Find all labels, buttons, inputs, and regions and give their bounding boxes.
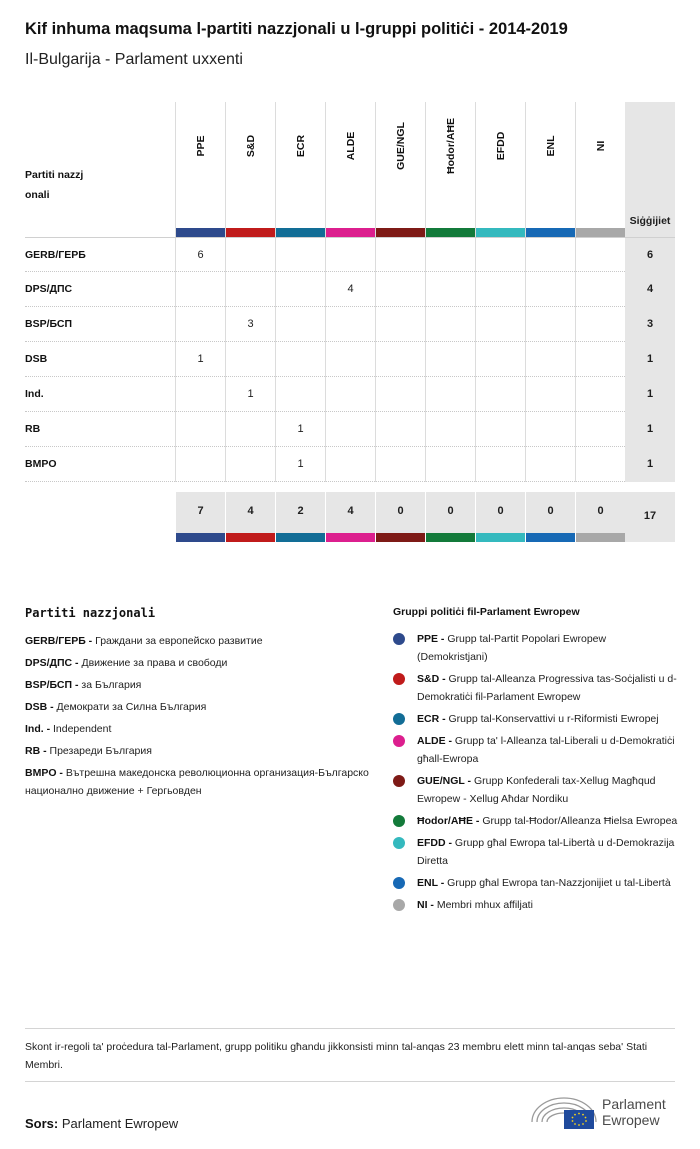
group-color-bar bbox=[376, 533, 425, 542]
group-color-bar bbox=[526, 228, 575, 237]
group-total-cell bbox=[225, 492, 275, 542]
seat-count-cell bbox=[375, 272, 425, 307]
party-name: BSP/БСП bbox=[25, 318, 73, 330]
group-total-value: 0 bbox=[397, 505, 404, 517]
group-legend-code: GUE/NGL - bbox=[417, 775, 472, 787]
seat-count-cell bbox=[575, 412, 625, 447]
group-column-header bbox=[275, 102, 325, 237]
table-row bbox=[25, 272, 675, 307]
group-total-cell bbox=[425, 492, 475, 542]
seat-count-cell bbox=[325, 377, 375, 412]
seat-count-cell bbox=[475, 342, 525, 377]
seat-count-cell bbox=[175, 377, 225, 412]
group-legend-name: Grupp tal-Alleanza Progressiva tas-Soċjalisti u d-Demokratiċi fil-Parlament Ewropew bbox=[417, 673, 677, 703]
parliament-hemicycle-icon bbox=[530, 1094, 598, 1130]
group-color-bar bbox=[176, 228, 225, 237]
group-total-value: 4 bbox=[347, 505, 354, 517]
group-legend-item bbox=[393, 772, 678, 808]
group-color-bar bbox=[176, 533, 225, 542]
logo-line-1: Parlament bbox=[602, 1096, 666, 1112]
group-total-value: 0 bbox=[547, 505, 554, 517]
seat-count-cell bbox=[425, 342, 475, 377]
seat-count-cell bbox=[375, 412, 425, 447]
party-name: RB bbox=[25, 423, 41, 435]
seat-count-cell bbox=[175, 412, 225, 447]
seat-count-cell bbox=[525, 412, 575, 447]
group-total-value: 2 bbox=[297, 505, 304, 517]
seat-count-cell bbox=[325, 307, 375, 342]
group-color-dot-icon bbox=[393, 775, 405, 787]
seat-count-cell: 3 bbox=[225, 307, 275, 342]
seat-count-cell bbox=[375, 377, 425, 412]
source-line bbox=[25, 1116, 178, 1131]
group-legend-name: Grupp ta' l-Alleanza tal-Liberali u d-Demokratiċi għall-Ewropa bbox=[417, 735, 675, 765]
group-color-bar bbox=[276, 533, 325, 542]
row-total-cell: 1 bbox=[625, 377, 675, 412]
logo-line-2: Ewropew bbox=[602, 1112, 660, 1128]
group-color-bar bbox=[376, 228, 425, 237]
party-name: DSB bbox=[25, 353, 48, 365]
group-total-cell bbox=[375, 492, 425, 542]
table-row bbox=[25, 377, 675, 412]
political-groups-legend-heading: Gruppi politiċi fil-Parlament Ewropew bbox=[393, 606, 580, 618]
party-legend-name: Вътрешна македонска революционна организация-Българско национално движение + Гергьовден bbox=[25, 767, 369, 797]
seat-count-cell bbox=[525, 342, 575, 377]
seat-count-cell bbox=[275, 342, 325, 377]
group-color-bar bbox=[576, 533, 625, 542]
national-parties-legend-heading: Partiti nazzjonali bbox=[25, 606, 156, 620]
group-column-header bbox=[425, 102, 475, 237]
group-legend-item bbox=[393, 874, 678, 892]
seat-count-cell bbox=[175, 272, 225, 307]
group-legend-name: Grupp għal Ewropa tan-Nazzjonijiet u tal-Libertà bbox=[447, 877, 671, 889]
seat-count-cell bbox=[225, 447, 275, 482]
seat-count-cell bbox=[575, 238, 625, 273]
group-total-cell bbox=[275, 492, 325, 542]
row-total-cell: 1 bbox=[625, 342, 675, 377]
seat-count-cell bbox=[325, 447, 375, 482]
seat-count-cell: 1 bbox=[175, 342, 225, 377]
group-legend-code: EFDD - bbox=[417, 837, 452, 849]
group-legend-item bbox=[393, 834, 678, 870]
group-color-dot-icon bbox=[393, 735, 405, 747]
group-legend-item bbox=[393, 732, 678, 768]
row-total-cell: 1 bbox=[625, 447, 675, 482]
party-legend-code: DSB - bbox=[25, 701, 54, 713]
party-legend-name: Граждани за европейско развитие bbox=[95, 635, 263, 647]
group-color-bar bbox=[326, 533, 375, 542]
political-groups-legend bbox=[393, 606, 678, 918]
seat-count-cell: 1 bbox=[275, 447, 325, 482]
group-color-dot-icon bbox=[393, 713, 405, 725]
source-value: Parlament Ewropew bbox=[61, 1116, 179, 1131]
seat-count-cell bbox=[375, 307, 425, 342]
row-total-cell: 4 bbox=[625, 272, 675, 307]
party-legend-item bbox=[25, 654, 370, 672]
group-column-label: S&D bbox=[244, 134, 257, 158]
group-total-cell bbox=[325, 492, 375, 542]
seat-count-cell bbox=[575, 447, 625, 482]
group-total-value: 0 bbox=[597, 505, 604, 517]
seat-count-cell bbox=[225, 412, 275, 447]
seat-count-cell bbox=[525, 307, 575, 342]
seat-count-cell bbox=[475, 272, 525, 307]
party-name: Ind. bbox=[25, 388, 44, 400]
group-color-dot-icon bbox=[393, 899, 405, 911]
seat-count-cell bbox=[475, 307, 525, 342]
group-legend-name: Grupp tal-Ħodor/Alleanza Ħielsa Ewropea bbox=[482, 815, 678, 827]
page-title: Kif inhuma maqsuma l-partiti nazzjonali u l-gruppi politiċi - 2014-2019 bbox=[25, 20, 568, 38]
party-legend-code: BSP/БСП - bbox=[25, 679, 79, 691]
party-legend-code: Ind. - bbox=[25, 723, 51, 735]
party-legend-item bbox=[25, 698, 370, 716]
seat-count-cell bbox=[225, 238, 275, 273]
group-legend-code: Ħodor/AĦE - bbox=[417, 815, 480, 827]
party-legend-code: DPS/ДПС - bbox=[25, 657, 79, 669]
group-column-header bbox=[575, 102, 625, 237]
group-total-cell bbox=[525, 492, 575, 542]
group-total-value: 4 bbox=[247, 505, 254, 517]
seat-count-cell bbox=[525, 377, 575, 412]
grand-total-cell: 17 bbox=[625, 492, 675, 542]
national-parties-legend bbox=[25, 606, 370, 804]
seat-count-cell bbox=[425, 412, 475, 447]
seat-count-cell bbox=[475, 377, 525, 412]
group-column-header bbox=[525, 102, 575, 237]
party-legend-name: Движение за права и свободи bbox=[81, 657, 228, 669]
group-color-bar bbox=[476, 228, 525, 237]
european-parliament-logo bbox=[530, 1094, 680, 1130]
group-total-value: 0 bbox=[497, 505, 504, 517]
seat-count-cell bbox=[575, 272, 625, 307]
seat-count-cell bbox=[425, 238, 475, 273]
group-column-label: ECR bbox=[294, 134, 307, 158]
group-color-bar bbox=[476, 533, 525, 542]
party-legend-item bbox=[25, 632, 370, 650]
group-column-header bbox=[175, 102, 225, 237]
seat-count-cell bbox=[425, 447, 475, 482]
seat-count-cell bbox=[575, 307, 625, 342]
seat-count-cell bbox=[375, 342, 425, 377]
group-column-label: PPE bbox=[194, 135, 207, 157]
group-legend-item bbox=[393, 670, 678, 706]
table-row bbox=[25, 447, 675, 482]
group-legend-code: ALDE - bbox=[417, 735, 452, 747]
party-legend-name: Independent bbox=[53, 723, 112, 735]
group-column-label: NI bbox=[594, 140, 607, 152]
seat-count-cell bbox=[275, 272, 325, 307]
group-legend-item bbox=[393, 896, 678, 914]
seat-count-cell: 1 bbox=[225, 377, 275, 412]
seat-count-cell bbox=[225, 342, 275, 377]
party-legend-code: RB - bbox=[25, 745, 47, 757]
row-total-cell: 1 bbox=[625, 412, 675, 447]
footnote: Skont ir-regoli ta' proċedura tal-Parlament, grupp politiku għandu jikkonsisti minn tal-anqas 23 membru elett minn tal-anqas seba' Stati Membri. bbox=[25, 1041, 648, 1071]
group-color-bar bbox=[426, 228, 475, 237]
seat-count-cell bbox=[375, 447, 425, 482]
party-name: BMPO bbox=[25, 458, 57, 470]
group-total-value: 0 bbox=[447, 505, 454, 517]
total-column-label: Siġġijiet bbox=[629, 215, 671, 227]
group-column-label: ALDE bbox=[344, 131, 357, 161]
seat-count-cell bbox=[275, 238, 325, 273]
source-label: Sors: bbox=[25, 1116, 59, 1131]
seat-count-cell: 6 bbox=[175, 238, 225, 273]
group-total-cell bbox=[475, 492, 525, 542]
group-total-value: 7 bbox=[197, 505, 204, 517]
group-color-bar bbox=[426, 533, 475, 542]
seat-count-cell bbox=[525, 238, 575, 273]
group-color-dot-icon bbox=[393, 877, 405, 889]
totals-row bbox=[25, 492, 675, 542]
group-legend-name: Membri mhux affiljati bbox=[436, 899, 533, 911]
party-legend-name: Демократи за Силна България bbox=[56, 701, 207, 713]
seat-count-cell bbox=[475, 238, 525, 273]
group-legend-code: S&D - bbox=[417, 673, 446, 685]
seat-count-cell bbox=[175, 447, 225, 482]
group-color-bar bbox=[226, 533, 275, 542]
party-legend-name: за България bbox=[81, 679, 142, 691]
seat-count-cell bbox=[275, 307, 325, 342]
group-column-header bbox=[325, 102, 375, 237]
group-color-bar bbox=[326, 228, 375, 237]
table-row bbox=[25, 342, 675, 377]
seat-count-cell bbox=[475, 412, 525, 447]
group-legend-item bbox=[393, 630, 678, 666]
seat-count-cell bbox=[425, 272, 475, 307]
group-column-label: EFDD bbox=[494, 131, 507, 161]
group-legend-name: Grupp Konfederali tax-Xellug Magħqud Ewropew - Xellug Aħdar Nordiku bbox=[417, 775, 656, 805]
group-legend-name: Grupp għal Ewropa tal-Libertà u d-Demokrazija Diretta bbox=[417, 837, 675, 867]
group-column-header bbox=[375, 102, 425, 237]
seat-count-cell bbox=[425, 307, 475, 342]
row-total-cell: 6 bbox=[625, 238, 675, 273]
page-subtitle: Il-Bulgarija - Parlament uxxenti bbox=[25, 51, 243, 68]
seat-count-cell bbox=[325, 342, 375, 377]
group-total-cell bbox=[575, 492, 625, 542]
group-color-bar bbox=[526, 533, 575, 542]
group-column-label: Ħodor/AĦE bbox=[444, 118, 457, 174]
group-legend-name: Grupp tal-Konservattivi u r-Riformisti Ewropej bbox=[448, 713, 659, 725]
group-column-header bbox=[225, 102, 275, 237]
seat-count-cell bbox=[225, 272, 275, 307]
party-column-header: Partiti nazzjonali bbox=[25, 169, 84, 201]
party-legend-item bbox=[25, 676, 370, 694]
seat-count-cell bbox=[175, 307, 225, 342]
group-legend-code: ECR - bbox=[417, 713, 446, 725]
seat-count-cell: 4 bbox=[325, 272, 375, 307]
seat-count-cell bbox=[375, 238, 425, 273]
party-legend-name: Презареди България bbox=[49, 745, 152, 757]
seat-count-cell bbox=[325, 238, 375, 273]
table-row bbox=[25, 412, 675, 447]
group-column-label: GUE/NGL bbox=[394, 122, 407, 170]
seat-count-cell bbox=[575, 377, 625, 412]
table-row bbox=[25, 237, 675, 272]
total-column-header bbox=[625, 102, 675, 237]
group-total-cell bbox=[175, 492, 225, 542]
seat-count-cell: 1 bbox=[275, 412, 325, 447]
group-color-bar bbox=[226, 228, 275, 237]
group-color-bar bbox=[576, 228, 625, 237]
group-color-dot-icon bbox=[393, 815, 405, 827]
group-color-dot-icon bbox=[393, 673, 405, 685]
group-color-dot-icon bbox=[393, 633, 405, 645]
group-legend-item bbox=[393, 710, 678, 728]
party-legend-code: BMPO - bbox=[25, 767, 63, 779]
party-legend-item bbox=[25, 742, 370, 760]
group-column-label: ENL bbox=[544, 135, 557, 157]
group-color-dot-icon bbox=[393, 837, 405, 849]
group-legend-code: NI - bbox=[417, 899, 434, 911]
seat-count-cell bbox=[525, 447, 575, 482]
party-legend-code: GERB/ГЕРБ - bbox=[25, 635, 93, 647]
seat-count-cell bbox=[325, 412, 375, 447]
row-total-cell: 3 bbox=[625, 307, 675, 342]
party-name: GERB/ГЕРБ bbox=[25, 249, 86, 261]
seat-count-cell bbox=[575, 342, 625, 377]
table-row bbox=[25, 307, 675, 342]
seat-count-cell bbox=[475, 447, 525, 482]
divider bbox=[25, 1028, 675, 1029]
party-name: DPS/ДПС bbox=[25, 283, 73, 295]
group-legend-name: Grupp tal-Partit Popolari Ewropew (Demokristjani) bbox=[417, 633, 607, 663]
group-column-header bbox=[475, 102, 525, 237]
divider bbox=[25, 1081, 675, 1082]
group-legend-item bbox=[393, 812, 678, 830]
seat-count-cell bbox=[425, 377, 475, 412]
group-color-bar bbox=[276, 228, 325, 237]
group-legend-code: ENL - bbox=[417, 877, 445, 889]
party-legend-item bbox=[25, 764, 370, 800]
seat-count-cell bbox=[525, 272, 575, 307]
seat-count-cell bbox=[275, 377, 325, 412]
group-legend-code: PPE - bbox=[417, 633, 445, 645]
party-legend-item bbox=[25, 720, 370, 738]
